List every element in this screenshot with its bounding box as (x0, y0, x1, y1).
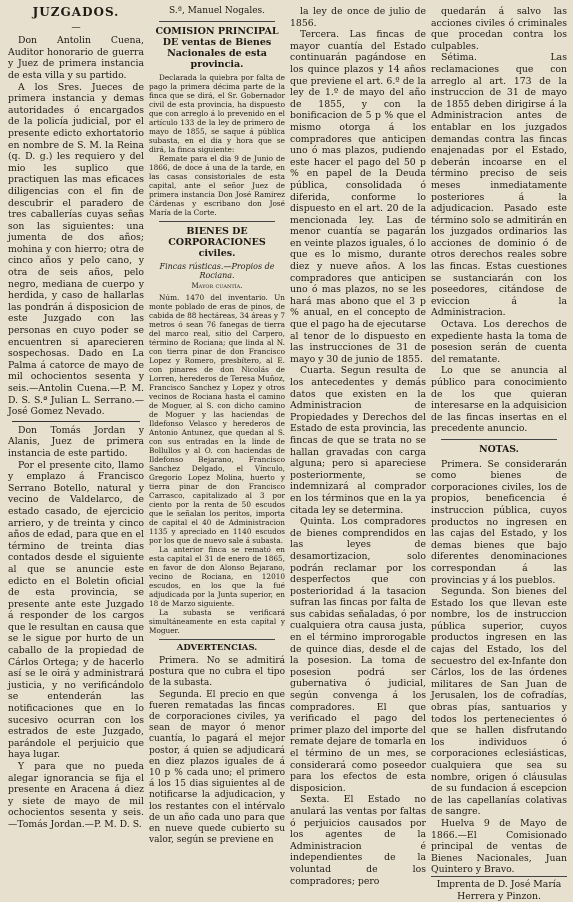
paragraph: la ley de once de julio de 1856. (290, 6, 426, 29)
section-heading-advertencias: ADVERTENCIAS. (176, 643, 258, 653)
paragraph: Núm. 1470 del inventario. Un monte poblado de eras de pinos, de cabida de 88 hectáreas, 34 áreas y 7 metros ó sean 76 fanegas de tierra del marco real, sitio del Carpero, término de Rociana; que linda al N. con tierra pinar de don Francisco Lopez y Romero, presbítero, al E. con pinares de don Nicolás de Lorren, herederos de Teresa Muñoz, Francisco Sanchez y Lopez y otros vecinos de Rociana hasta el camino de Moguer, al S. con dicho camino de Moguer y las haciendas de Ildefonso Velasco y herederos de Antonio Antunez, que quedan al S. con sus entradas en la linde de Bollullos y al O. con haciendas de Ildefonso Bejarano, Francisco Sanchez Delgado, el Vínculo, Gregorio Lopez Molina, huerto y tierra pinar de don Francisco Carrasco, capitalizado al 3 por ciento por la renta de 50 escudos que le señalan los peritos, importa de capital el 40 de Administracion 1135 y apreciado en 1140 escudos por los que de nuevo sale á subasta. (149, 293, 285, 545)
column-3 (290, 6, 426, 887)
paragraph: A los Sres. Jueces de primera instancia y demas autoridades ó encargados de la policía judicial, por el presente edicto exhortatorio en nombre de S. M. la Reina (q. D. g.) les requiero y del mio les suplico que practiquen las mas eficaces diligencias con el fin de descubrir el paradero de tres caballerías cuyas señas son las siguientes: una jumenta de dos años; mohina y con hierro; otra de cinco años y pelo cano, y otra de seis años, pelo negro, mediana de cuerpo y herdida, y caso de hallarlas las pondrán á disposicion de este Juzgado con las personas en cuyo poder se encuentren si aparecieren sospechosas. Dado en La Palma á catorce de mayo de mil ochocientos sesenta y seis.—Antolin Cuena.—P. M. D. S. S.ª Julian L. Serrano.—José Gomez Nevado. (8, 81, 144, 418)
subheading-cuantia: Mayor cuantía. (191, 282, 243, 290)
paragraph: Segunda. Son bienes del Estado los que llevan este nombre, los de instruccion pública superior, cuyos productos ingresen en las cajas del Estado, los del secuestro del ex-Infante don Cárlos, los de las órdenes militares de San Juan de Jerusalen, los de cofradías, obras pías, santuarios y todos los pertenecientes ó que se hallen disfrutando los individuos ó corporaciones eclesiásticas, cualquiera que sea su nombre, origen ó cláusulas de su fundacion á escepcion de las capellanías colativas de sangre. (431, 586, 567, 818)
paragraph: Quinta. Los compradores de bienes comprendidos en las leyes de desamortizacion, solo podrán reclamar por los desperfectos que con posterioridad á la tasacion sufran las fincas por falta de sus cabidas señaladas, ó por cualquiera otra causa justa, en el término improrogable de quince dias, desde el de la posesion. La toma de posesion podrá ser gubernativa ó judicial, según convenga á los compradores. El que verificado el pago del primer plazo del importe del remate dejare de tomarla en el término de un mes, se considerará como poseedor para los efectos de esta disposicion. (290, 516, 426, 794)
section-heading-juzgados: JUZGADOS. (32, 5, 120, 19)
paragraph: Cuarta. Segun resulta de los antecedentes y demás datos que existen en la Administracion de Propiedades y Derechos del Estado de esta provincia, las fincas de que se trata no se hallan gravadas con carga alguna; pero si apareciese posteriormente, se indemnizará al comprador en los términos que en la ya citada ley se determina. (290, 365, 426, 516)
paragraph: Tercera. Las fincas de mayor cuantía del Estado continuarán pagándose en los quince plazos y 14 años que previene el art. 6.º de la ley de 1.º de mayo del año de 1855, y con la bonificacion de 5 p % que el mismo otorga á los compradores que anticipen uno ó mas plazos, pudiendo este hacer el pago del 50 p % en papel de la Deuda pública, consolidada ó diferida, conforme lo dispuesto en el art. 20 de la mencionada ley. Las de menor cuantía se pagarán en veinte plazos iguales, ó lo que es lo mismo, durante diez y nueve años. A los compradores que anticipen uno ó mas plazos, no se les hará mas abono que el 3 p % anual, en el concepto de que el pago ha de ejecutarse al tenor de lo dispuesto en las instrucciones de 31 de mayo y 30 de junio de 1855. (290, 29, 426, 365)
section-heading-bienes: BIENES DE CORPORACIONES civiles. (168, 226, 266, 259)
paragraph: Don Antolin Cuena, Auditor honorario de guerra y Juez de primera instancia de esta villa y su partido. (8, 35, 144, 81)
divider (12, 421, 140, 422)
section-heading-comision: COMISION PRINCIPAL DE ventas de Bienes Nacionales de esta provincia. (155, 26, 279, 70)
paragraph: Lo que se anuncia al público para conocimiento de los que quieran interesarse en la adquisicion de las fincas insertas en el precedente anuncio. (431, 365, 567, 435)
column-1 (8, 5, 144, 830)
divider (159, 221, 275, 222)
signature-line: S.ª, Manuel Nogales. (168, 6, 266, 16)
section-heading-notas: NOTAS. (479, 443, 519, 455)
column-4 (431, 6, 567, 902)
divider (159, 21, 275, 22)
paragraph: Declarada la quiebra por falta de pago la primera décima parte de la finca que se dirá, el Sr. Gobernador civil de esta provincia, ha dispuesto que con arreglo á lo prevenido en el artículo 133 de la ley de primero de mayo de 1855, se saque á pública subasta, en el dia y hora que se dirá, la finca siguiente: (149, 73, 285, 154)
paragraph: Segunda. El precio en que fueren rematadas las fincas de corporaciones civiles, ya sean de mayor ó menor cuantía, lo pagará el mejor postor, á quien se adjudicará en diez plazos iguales de á 10 p % cada uno; el primero á los 15 dias siguientes al de notificarse la adjudicacion, y los restantes con el intérvalo de un año cada uno para que en nueve quede cubierto su valor, según se previene en (149, 689, 285, 846)
paragraph: Octava. Los derechos de expediente hasta la toma de posesion serán de cuenta del rematante. (431, 319, 567, 365)
paragraph: quedarán á salvo las acciones civiles ó criminales que procedan contra los culpables. (431, 6, 567, 52)
paragraph: Y para que no pueda alegar ignorancia se fija el presente en Aracena á diez y siete de mayo de mil ochocientos sesenta y seis.—Tomás Jordan.—P. M. D. S. (8, 761, 144, 830)
separator-dash: — (71, 21, 81, 33)
divider (441, 439, 557, 440)
paragraph: Sétima. Las reclamaciones que con arreglo al art. 173 de la instruccion de 31 de mayo de 1855 deben dirigirse á la Administracion antes de entablar en los juzgados demandas contra las fincas enajenadas por el Estado, deberán incoarse en el término preciso de seis meses inmediatamente posteriores á la adjudicacion. Pasado este término solo se admitirán en los juzgados ordinarios las acciones de dominio ó de otros derechos reales sobre las fincas. Estas cuestiones se sustanciarán con los poseedores, citándose de eviccion á la Administracion. (431, 52, 567, 319)
paragraph: Por el presente cito, llamo y emplazo á Francisco Serrano Botello, natural y vecino de Valdelarco, de estado casado, de ejercicio arriero, y de treinta y cinco años de edad, para que en el término de treinta dias contados desde el siguiente al que se anuncie este edicto en el Boletin oficial de esta provincia, se presente ante este Juzgado á responder de los cargos que le resultan en causa que se le sigue por hurto de un caballo de la propiedad de Cárlos Ortega; y de hacerlo así se le oirá y administrará justicia, y no verificándolo se entenderán las notificaciones que en lo sucesivo ocurran con los estrados de este Juzgado, parándole el perjuicio que haya lugar. (8, 459, 144, 761)
paragraph: La subasta se verificará simultáneamente en esta capital y Moguer. (149, 608, 285, 635)
paragraph: Primera. No se admitirá postura que no cubra el tipo de la subasta. (149, 656, 285, 689)
imprint-line: Imprenta de D. José María Herrera y Pinzon. (431, 876, 567, 902)
column-2 (149, 6, 285, 846)
paragraph: Huelva 9 de Mayo de 1866.—El Comisionado principal de ventas de Bienes Nacionales, Juan Quintero y Bravo. (431, 817, 567, 876)
subheading: Fincas rústicas.—Propios de Rociana. (159, 262, 275, 280)
paragraph: Don Tomás Jordan y Alanis, Juez de primera instancia de este partido. (8, 424, 144, 459)
paragraph: Remate para el dia 9 de Junio de 1866, de doce á una de la tarde, en las casas consistoriales de esta capital, ante el señor Juez de primera instancia Don José Ramirez Cárdenas y escribano don José María de la Corte. (149, 154, 285, 217)
paragraph: Primera. Se considerarán como bienes de corporaciones civiles, los de propios, beneficencia é instruccion pública, cuyos productos no ingresen en las cajas del Estado, y los demas bienes que bajo diferentes denominaciones correspondan á las provincias y á los pueblos. (431, 458, 567, 586)
divider (159, 639, 275, 640)
paragraph: La anterior finca se remató en esta capital el 31 de enero de 1865, en favor de don Alonso Bejarano, vecino de Rociana, en 12010 escudos, en los que la fué adjudicada por la Junta superior, en 18 de Marzo siguiente. (149, 545, 285, 608)
paragraph: Sexta. El Estado no anulará las ventas por faltas ó perjuicios causados por los agentes de la Administracion é independientes de la voluntad de los compradores; pero (290, 794, 426, 887)
